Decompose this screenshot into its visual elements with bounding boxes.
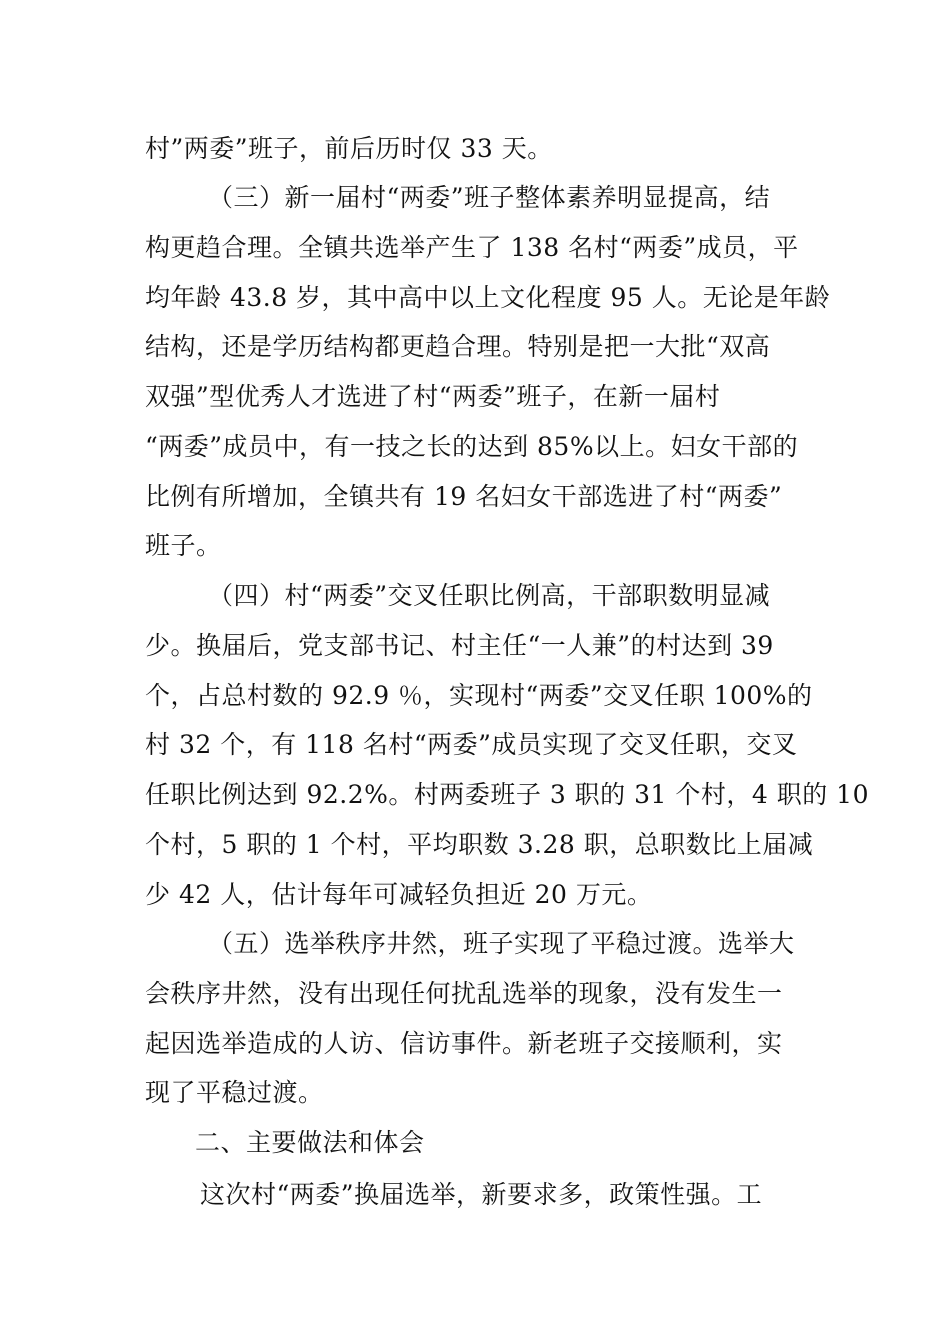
text-line: 村”两委”班子，前后历时仅 33 天。 — [145, 134, 553, 163]
section-heading-5: （五）选举秩序井然，班子实现了平稳过渡。选举大 — [208, 929, 795, 958]
section-heading-4: （四）村“两委”交叉任职比例高，干部职数明显减 — [208, 581, 771, 610]
section-heading-3: （三）新一届村“两委”班子整体素养明显提高，结 — [208, 183, 771, 212]
text-line: 构更趋合理。全镇共选举产生了 138 名村“两委”成员，平 — [145, 233, 799, 262]
text-line: 均年龄 43.8 岁，其中高中以上文化程度 95 人。无论是年龄 — [145, 283, 831, 312]
text-line: “两委”成员中，有一技之长的达到 85%以上。妇女干部的 — [145, 432, 799, 461]
text-line: 任职比例达到 92.2%。村两委班子 3 职的 31 个村，4 职的 10 — [145, 780, 869, 809]
text-line: 班子。 — [145, 531, 222, 560]
text-line: 双强”型优秀人才选进了村“两委”班子，在新一届村 — [145, 382, 721, 411]
text-line: 个村，5 职的 1 个村，平均职数 3.28 职，总职数比上届减 — [145, 830, 814, 859]
text-line: 比例有所增加，全镇共有 19 名妇女干部选进了村“两委” — [145, 482, 783, 511]
text-line: 现了平稳过渡。 — [145, 1078, 324, 1107]
text-line: 会秩序井然，没有出现任何扰乱选举的现象，没有发生一 — [145, 979, 783, 1008]
text-line: 结构，还是学历结构都更趋合理。特别是把一大批“双高 — [145, 332, 771, 361]
text-line: 个，占总村数的 92.9 ％，实现村“两委”交叉任职 100%的 — [145, 681, 813, 710]
text-line: 少。换届后，党支部书记、村主任“一人兼”的村达到 39 — [145, 631, 774, 660]
text-line: 村 32 个，有 118 名村“两委”成员实现了交叉任职，交叉 — [145, 730, 798, 759]
text-line: 起因选举造成的人访、信访事件。新老班子交接顺利，实 — [145, 1029, 783, 1058]
part-heading: 二、主要做法和体会 — [195, 1128, 425, 1157]
text-line: 这次村“两委”换届选举，新要求多，政策性强。工 — [200, 1180, 763, 1209]
text-line: 少 42 人，估计每年可减轻负担近 20 万元。 — [145, 880, 653, 909]
